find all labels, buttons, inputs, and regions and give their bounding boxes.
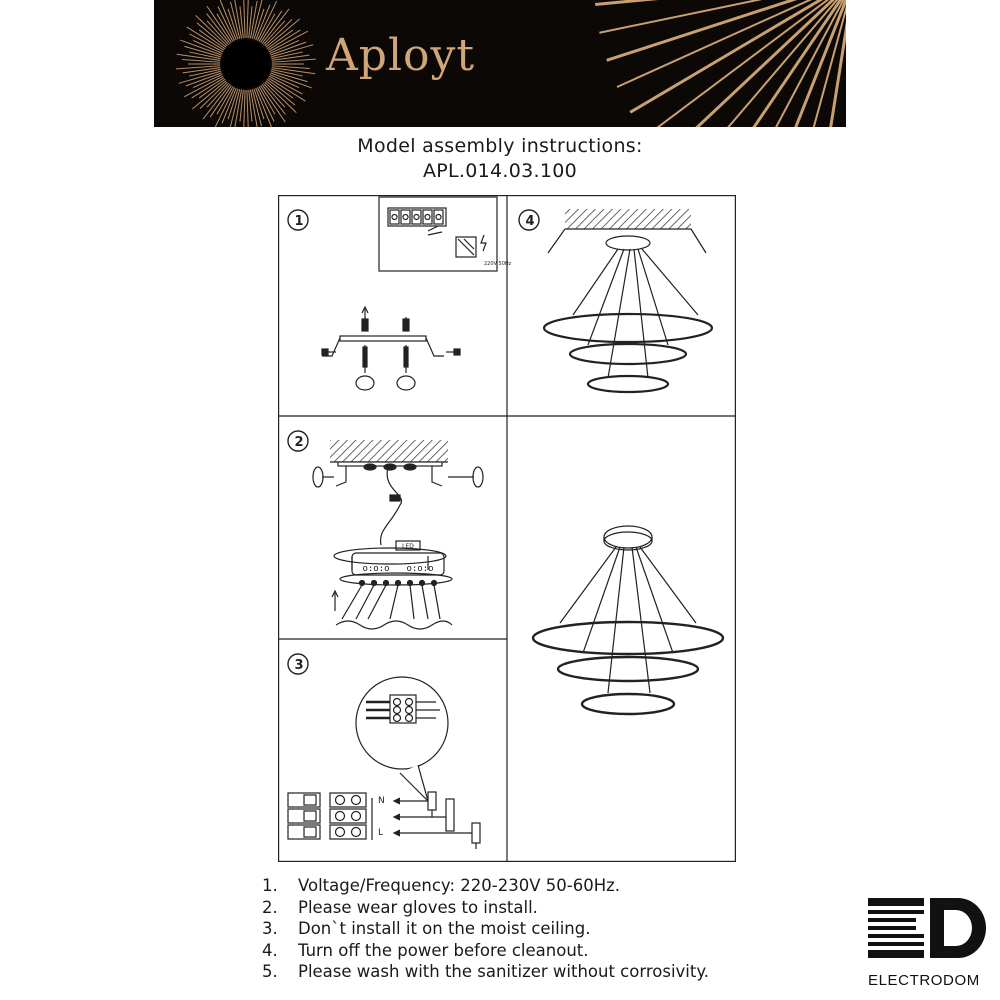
inset-voltage-label: 220V 50Hz <box>484 261 512 267</box>
note-item <box>262 941 709 963</box>
step3-panel <box>288 677 480 849</box>
note-number: 5. <box>262 962 278 981</box>
note-item <box>262 876 709 898</box>
note-item <box>262 919 709 941</box>
svg-text:o:o:o: o:o:o <box>362 564 390 574</box>
note-number: 3. <box>262 919 278 938</box>
note-item <box>262 898 709 920</box>
live-letter: L <box>378 828 384 838</box>
step-4-number: 4 <box>525 214 535 229</box>
note-text: Please wash with the sanitizer without corrosivity. <box>298 962 710 981</box>
note-text: Don`t install it on the moist ceiling. <box>298 919 591 938</box>
step-3-number: 3 <box>294 658 304 673</box>
sunburst-graphic <box>154 0 846 127</box>
pendant-large-illustration <box>533 526 723 714</box>
brand-logo-text: Aployt <box>326 30 476 81</box>
note-text: Turn off the power before cleanout. <box>298 940 589 960</box>
step-1-number: 1 <box>294 214 304 229</box>
step1-panel <box>322 197 512 390</box>
svg-text:o:o:o: o:o:o <box>406 564 434 574</box>
note-number: 1. <box>262 876 278 895</box>
note-item <box>262 962 709 984</box>
note-number: 2. <box>262 897 278 917</box>
note-text: Voltage/Frequency: 220-230V 50-60Hz. <box>298 876 621 895</box>
brand-banner <box>154 0 846 127</box>
step4-panel <box>544 209 712 392</box>
instruction-diagram-grid <box>278 195 736 862</box>
electrodom-logo <box>866 896 990 992</box>
note-text: Please wear gloves to install. <box>298 897 538 917</box>
neutral-letter: N <box>378 796 385 806</box>
assembly-diagrams <box>278 195 736 862</box>
electrodom-wordmark: ELECTRODOM <box>868 972 980 989</box>
page-title: Model assembly instructions: <box>357 135 643 157</box>
step2-panel <box>313 440 483 629</box>
notes-list <box>262 876 709 984</box>
note-number: 4. <box>262 940 278 960</box>
led-driver-label: LED <box>402 543 414 550</box>
ed-monogram-icon <box>866 896 990 968</box>
model-number: APL.014.03.100 <box>422 160 578 182</box>
step-2-number: 2 <box>294 435 304 450</box>
sun-icon <box>222 40 270 88</box>
